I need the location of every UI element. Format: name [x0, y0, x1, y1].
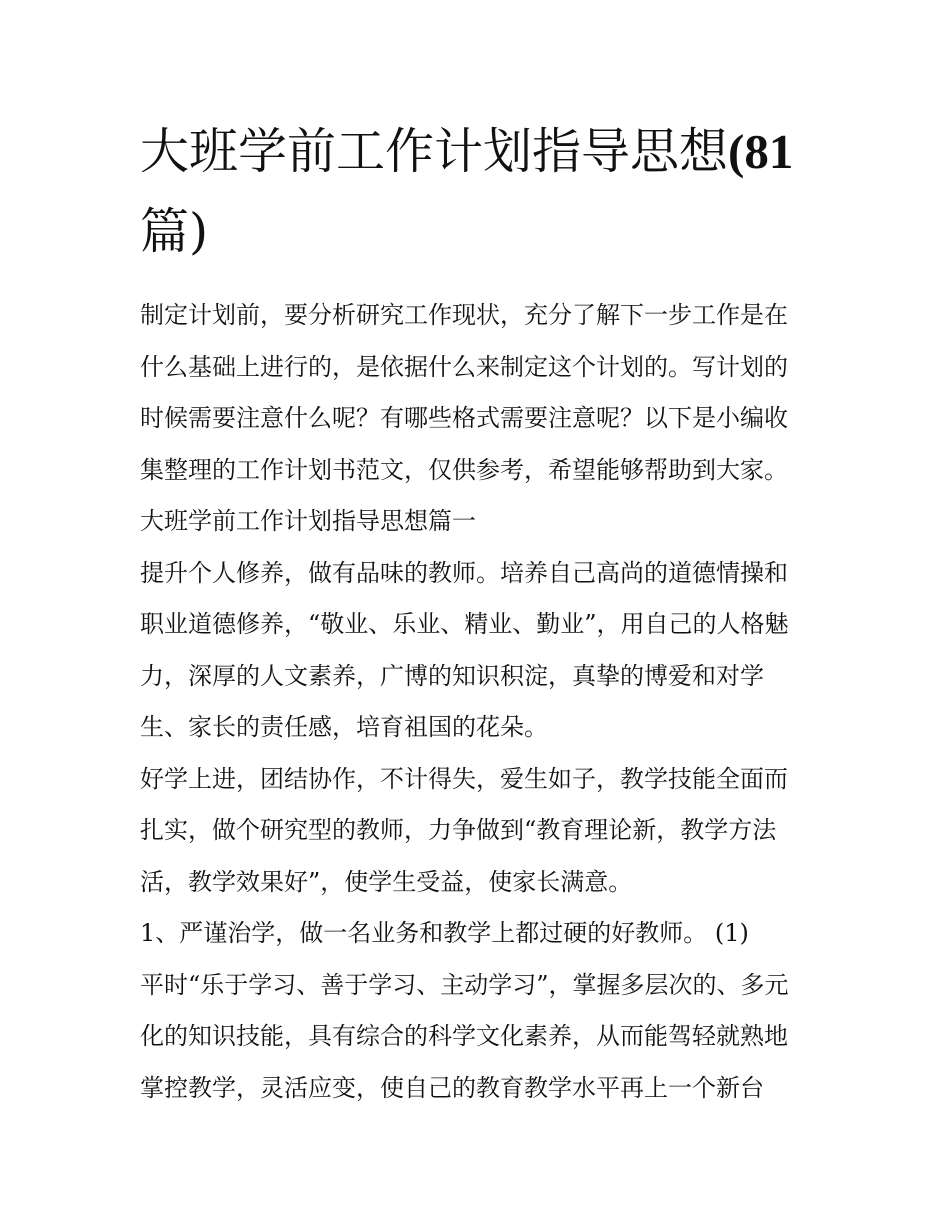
- text-line: 扎实，做个研究型的教师，力争做到“教育理论新，教学方法: [140, 816, 777, 844]
- text-line: 1、严谨治学，做一名业务和教学上都过硬的好教师。 (1): [140, 919, 749, 947]
- section-heading: [140, 496, 820, 548]
- text-line: 什么基础上进行的，是依据什么来制定这个计划的。写计划的: [140, 352, 788, 381]
- title-line-1: [140, 112, 820, 192]
- text-line: 平时“乐于学习、善于学习、主动学习”，掌握多层次的、多元: [140, 970, 789, 999]
- text-line: 提升个人修养，做有品味的教师。培养自己高尚的道德情操和: [140, 558, 788, 587]
- text-line: 大班学前工作计划指导思想篇一: [140, 507, 476, 535]
- title-count: (81: [728, 124, 794, 179]
- title-line-2: 篇): [140, 203, 209, 260]
- text-line: 力，深厚的人文素养，广博的知识积淀，真挚的博爱和对学: [140, 661, 764, 690]
- body-paragraph: [140, 960, 820, 1115]
- text-line: 时候需要注意什么呢？有哪些格式需要注意呢？以下是小编收: [140, 404, 788, 432]
- title-text: 大班学前工作计划指导思想: [140, 123, 729, 180]
- numbered-item: [140, 908, 820, 960]
- text-line: 生、家长的责任感，培育祖国的花朵。: [140, 713, 548, 741]
- text-line: 集整理的工作计划书范文，仅供参考，希望能够帮助到大家。: [140, 455, 788, 484]
- text-line: 制定计划前，要分析研究工作现状，充分了解下一步工作是在: [140, 301, 788, 329]
- text-line: 掌控教学，灵活应变，使自己的教育教学水平再上一个新台: [140, 1073, 764, 1102]
- text-line: 化的知识技能，具有综合的科学文化素养，从而能驾轻就熟地: [140, 1022, 788, 1050]
- document-page: [140, 112, 820, 1114]
- text-line: 活，教学效果好”，使学生受益，使家长满意。: [140, 867, 633, 896]
- document-title: [140, 112, 820, 272]
- text-line: 好学上进，团结协作，不计得失，爱生如子，教学技能全面而: [140, 764, 788, 793]
- body-paragraph: [140, 548, 820, 754]
- text-line: 职业道德修养，“敬业、乐业、精业、勤业”，用自己的人格魅: [140, 610, 789, 638]
- intro-paragraph: [140, 290, 820, 496]
- body-paragraph: [140, 754, 820, 909]
